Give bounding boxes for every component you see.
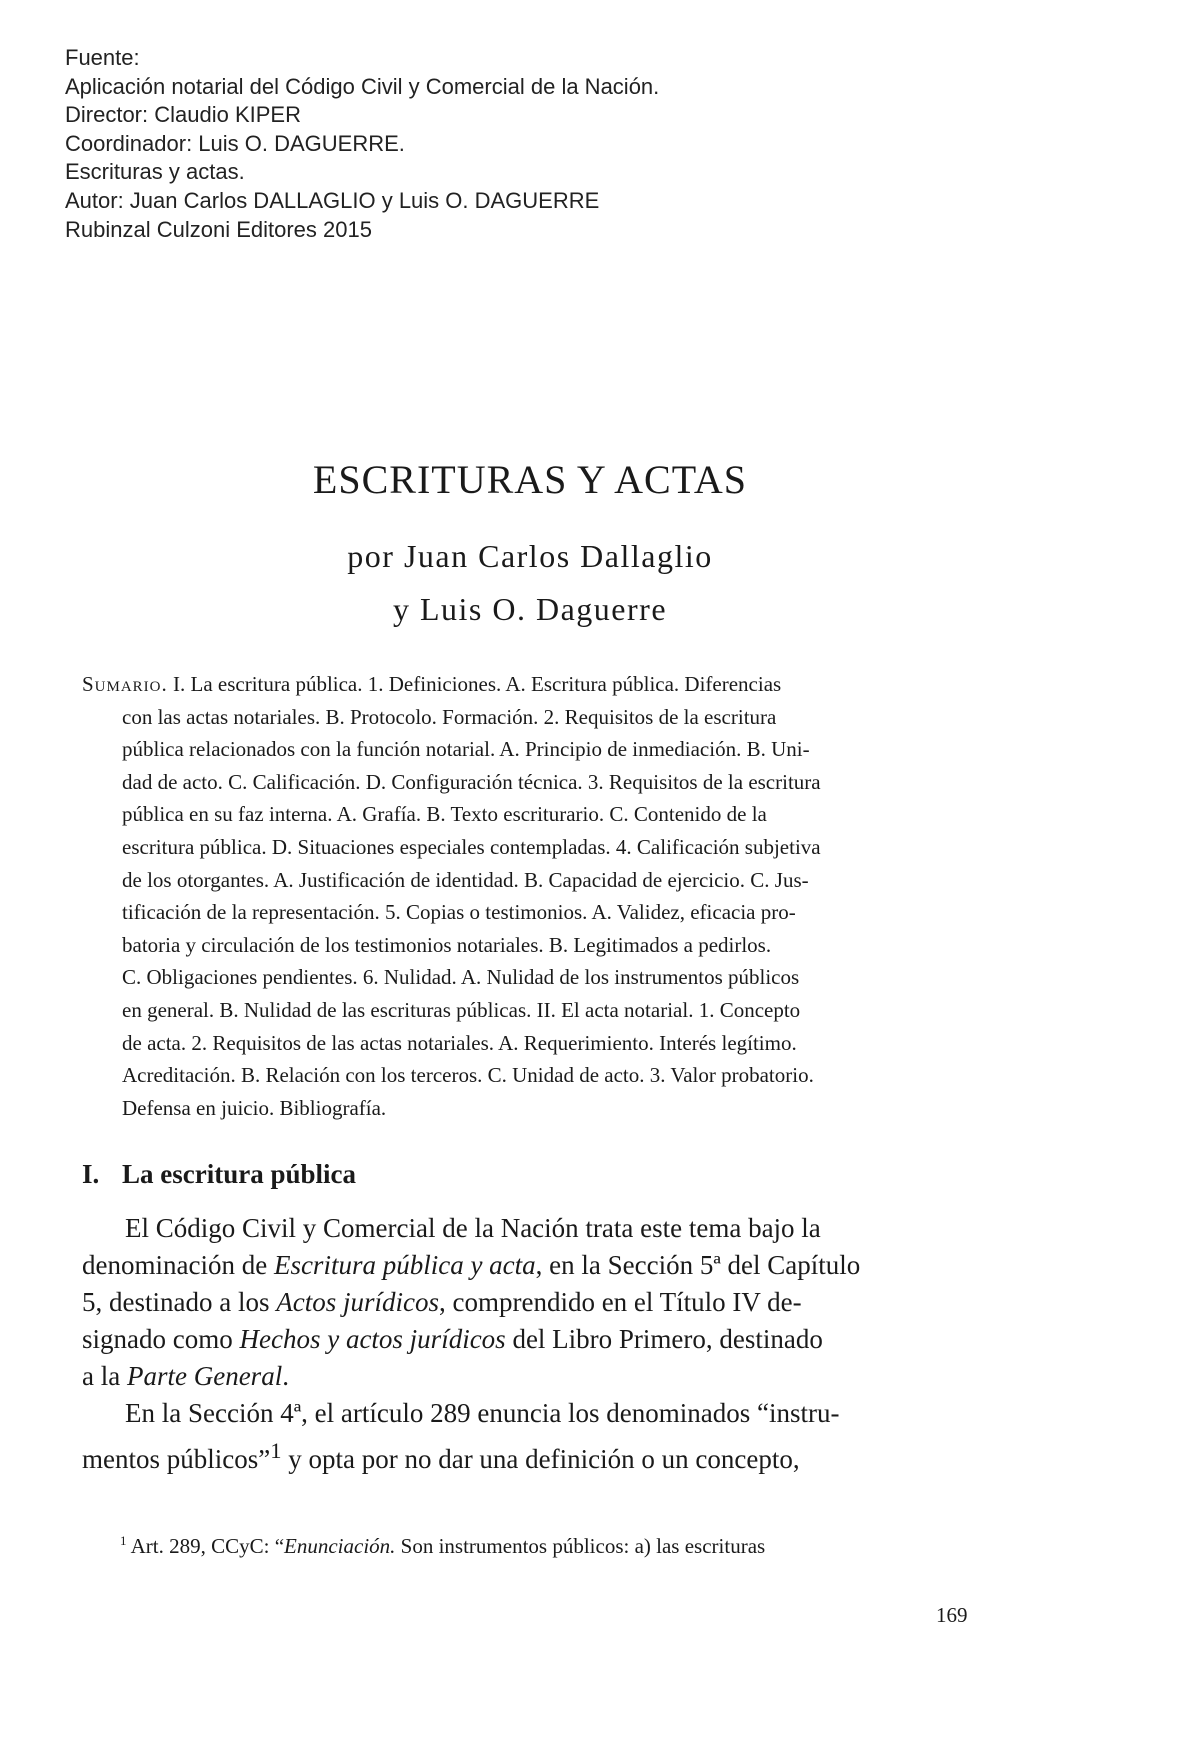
body-line: [82, 1321, 975, 1358]
footnote-reference[interactable]: 1: [270, 1438, 282, 1463]
body-text-span: , comprendido en el Título IV de-: [438, 1287, 802, 1317]
body-line: El Código Civil y Comercial de la Nación trata este tema bajo la: [125, 1213, 821, 1243]
summary-line: batoria y circulación de los testimonios notariales. B. Legitimados a pedirlos.: [122, 932, 772, 957]
body-italic-span: Hechos y actos jurídicos: [239, 1324, 506, 1354]
summary-line: en general. B. Nulidad de las escrituras públicas. II. El acta notarial. 1. Concepto: [122, 997, 801, 1022]
summary-line: dad de acto. C. Calificación. D. Configuración técnica. 3. Requisitos de la escritura: [122, 769, 821, 794]
source-line: Fuente:: [65, 45, 140, 70]
body-text-span: mentos públicos”: [82, 1444, 271, 1474]
authors-line-2: y Luis O. Daguerre: [392, 591, 668, 627]
document-title: ESCRITURAS Y ACTAS: [312, 457, 748, 502]
summary-line: con las actas notariales. B. Protocolo. Formación. 2. Requisitos de la escritura: [122, 704, 777, 729]
body-line: [82, 1284, 975, 1321]
body-line: [82, 1432, 975, 1478]
summary-text: I. La escritura pública. 1. Definiciones. A. Escritura pública. Diferencias: [167, 672, 782, 696]
body-text-span: denominación de: [82, 1250, 274, 1280]
source-line: Escrituras y actas.: [65, 159, 245, 185]
body-line: [82, 1358, 975, 1395]
summary-line: [82, 668, 975, 701]
body-text-span: , en la Sección 5ª del Capítulo: [535, 1250, 861, 1280]
body-text: [82, 1210, 975, 1478]
summary-line: Acreditación. B. Relación con los terceros. C. Unidad de acto. 3. Valor probatorio.: [122, 1063, 814, 1088]
body-text-span: a la: [82, 1361, 127, 1391]
body-text-span: y opta por no dar una definición o un concepto,: [281, 1444, 800, 1474]
summary-line: escritura pública. D. Situaciones especiales contempladas. 4. Calificación subjetiva: [122, 834, 821, 859]
section-heading: [82, 1159, 356, 1190]
body-text-span: 5, destinado a los: [82, 1287, 277, 1317]
summary-line: C. Obligaciones pendientes. 6. Nulidad. A. Nulidad de los instrumentos públicos: [122, 965, 800, 990]
body-italic-span: Escritura pública y acta: [273, 1250, 536, 1280]
body-text-span: .: [282, 1361, 289, 1391]
summary-line: de los otorgantes. A. Justificación de identidad. B. Capacidad de ejercicio. C. Jus-: [122, 867, 809, 892]
summary-line: de acta. 2. Requisitos de las actas notariales. A. Requerimiento. Interés legítimo.: [122, 1030, 797, 1055]
source-line: Director: Claudio KIPER: [65, 102, 301, 128]
summary-line: pública relacionados con la función notarial. A. Principio de inmediación. B. Uni-: [122, 737, 810, 762]
body-italic-span: Actos jurídicos: [276, 1287, 439, 1317]
footnote-text: Son instrumentos públicos: a) las escrituras: [395, 1534, 766, 1558]
page-number: 169: [936, 1603, 968, 1627]
summary-label: Sumario.: [82, 672, 168, 696]
footnote-text: Art. 289, CCyC: “: [126, 1534, 285, 1558]
section-title: La escritura pública: [122, 1159, 356, 1189]
authors-line-1: por Juan Carlos Dallaglio: [347, 538, 713, 574]
source-line: Coordinador: Luis O. DAGUERRE.: [65, 130, 405, 156]
body-text-span: del Libro Primero, destinado: [505, 1324, 823, 1354]
source-line: Aplicación notarial del Código Civil y Comercial de la Nación.: [65, 73, 660, 99]
summary-line: Defensa en juicio. Bibliografía.: [122, 1095, 387, 1120]
body-italic-span: Parte General: [126, 1361, 283, 1391]
section-number: I.: [82, 1159, 100, 1189]
footnote-italic: Enunciación.: [284, 1534, 396, 1558]
authors-block: [0, 530, 1060, 636]
body-line: En la Sección 4ª, el artículo 289 enuncia los denominados “instru-: [125, 1398, 840, 1428]
summary-block: [82, 668, 975, 1124]
source-citation: [65, 44, 659, 244]
source-line: Autor: Juan Carlos DALLAGLIO y Luis O. DAGUERRE: [65, 187, 600, 213]
footnote: [120, 1533, 765, 1559]
body-text-span: signado como: [82, 1324, 240, 1354]
source-line: Rubinzal Culzoni Editores 2015: [65, 216, 372, 242]
body-line: [82, 1247, 975, 1284]
footnote-marker: 1: [120, 1533, 127, 1548]
summary-line: pública en su faz interna. A. Grafía. B. Texto escriturario. C. Contenido de la: [122, 802, 767, 827]
summary-line: tificación de la representación. 5. Copias o testimonios. A. Validez, eficacia pro-: [122, 900, 796, 925]
